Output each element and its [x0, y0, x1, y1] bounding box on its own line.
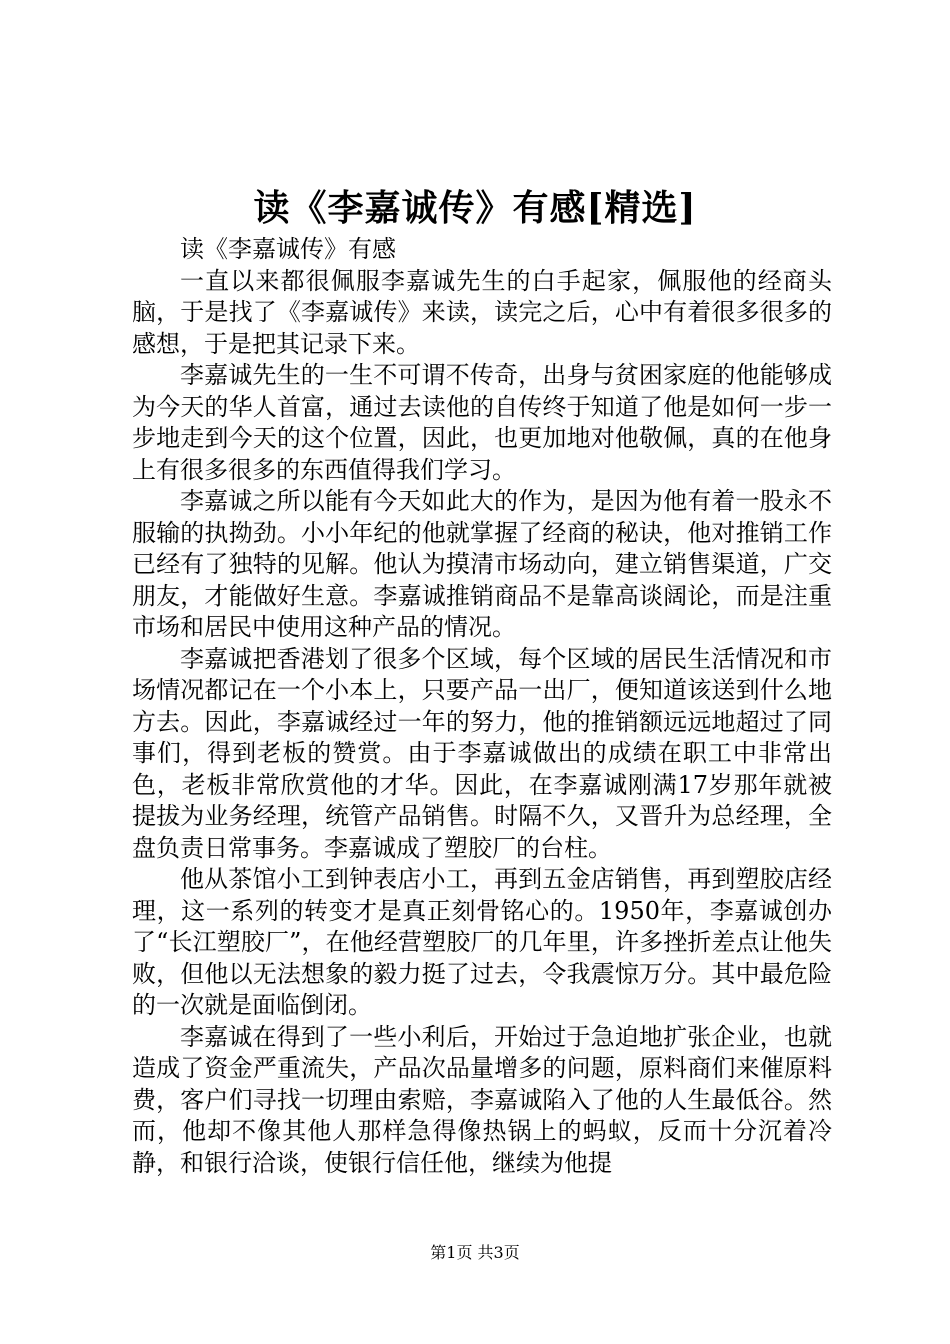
paragraph-6: 李嘉诚在得到了一些小利后，开始过于急迫地扩张企业，也就造成了资金严重流失，产品次品量增多的问题，原料商们来催原料费，客户们寻找一切理由索赔，李嘉诚陷入了他的人生最低谷。然而，他却不像其他人那样急得像热锅上的蚂蚁，反而十分沉着冷静，和银行洽谈，使银行信任他，继续为他提: [132, 1022, 832, 1177]
paragraph-2: 李嘉诚先生的一生不可谓不传奇，出身与贫困家庭的他能够成为今天的华人首富，通过去读他的自传终于知道了他是如何一步一步地走到今天的这个位置，因此，也更加地对他敬佩，真的在他身上有很多很多的东西值得我们学习。: [132, 361, 832, 484]
document-title: 读《李嘉诚传》有感[精选]: [253, 187, 697, 229]
paragraph-1: 一直以来都很佩服李嘉诚先生的白手起家，佩服他的经商头脑，于是找了《李嘉诚传》来读，读完之后，心中有着很多很多的感想，于是把其记录下来。: [132, 266, 832, 358]
document-subtitle: 读《李嘉诚传》有感: [180, 235, 396, 263]
document-body: [132, 234, 832, 1179]
page-footer: 第1页 共3页: [430, 1243, 520, 1262]
paragraph-4: 李嘉诚把香港划了很多个区域，每个区域的居民生活情况和市场情况都记在一个小本上，只要产品一出厂，便知道该送到什么地方去。因此，李嘉诚经过一年的努力，他的推销额远远地超过了同事们，得到老板的赞赏。由于李嘉诚做出的成绩在职工中非常出色，老板非常欣赏他的才华。因此，在李嘉诚刚满17岁那年就被提拔为业务经理，统管产品销售。时隔不久，又晋升为总经理，全盘负责日常事务。李嘉诚成了塑胶厂的台柱。: [132, 644, 832, 862]
paragraph-3: 李嘉诚之所以能有今天如此大的作为，是因为他有着一股永不服输的执拗劲。小小年纪的他就掌握了经商的秘诀，他对推销工作已经有了独特的见解。他认为摸清市场动向，建立销售渠道，广交朋友，才能做好生意。李嘉诚推销商品不是靠高谈阔论，而是注重市场和居民中使用这种产品的情况。: [132, 487, 832, 641]
paragraph-5: 他从茶馆小工到钟表店小工，再到五金店销售，再到塑胶店经理，这一系列的转变才是真正刻骨铭心的。1950年，李嘉诚创办了“长江塑胶厂”，在他经营塑胶厂的几年里，许多挫折差点让他失败，但他以无法想象的毅力挺了过去，令我震惊万分。其中最危险的一次就是面临倒闭。: [132, 865, 832, 1019]
